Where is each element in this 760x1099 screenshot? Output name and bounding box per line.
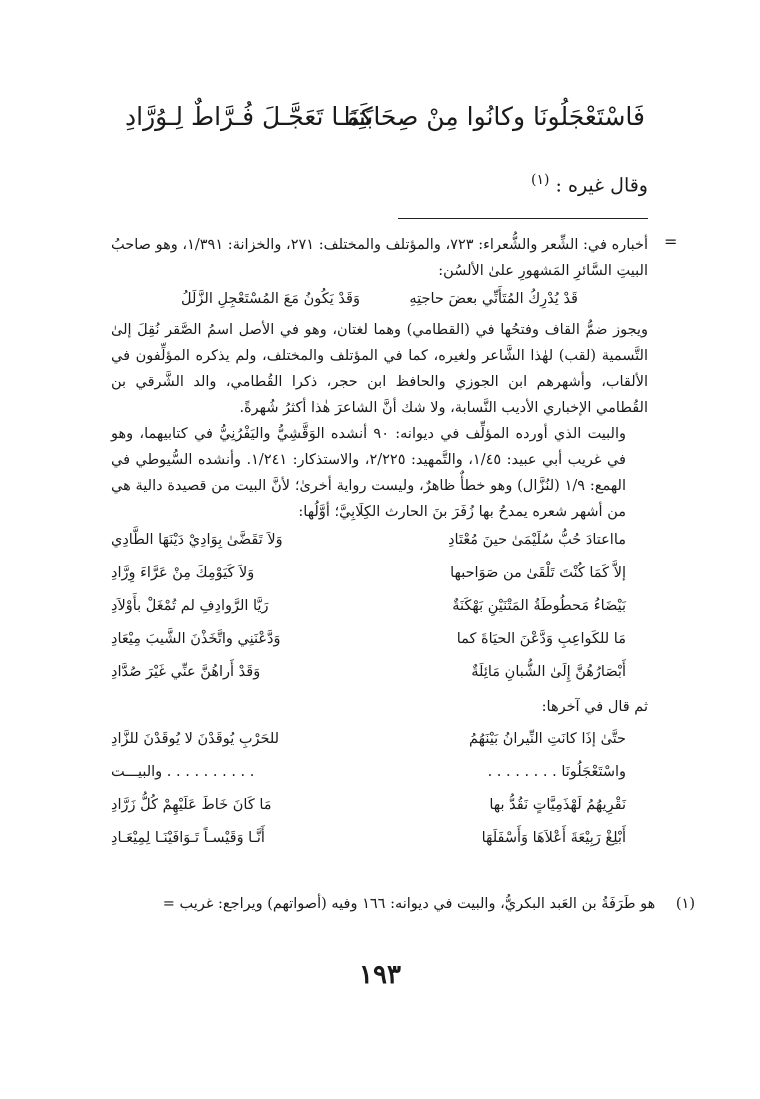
poem-line bbox=[111, 757, 648, 790]
page-number: ١٩٣ bbox=[359, 960, 401, 990]
poem-hemistich: مااعتادَ حُبُّ سُلَيْمَىٰ حينَ مُعْتَادِ bbox=[448, 532, 626, 548]
footnote-separator bbox=[398, 218, 648, 219]
poem-hemistich: للحَرْبِ يُوقَدْنَ لا يُوقَدْنَ للزَّادِ bbox=[111, 731, 280, 747]
notes-paragraph: ويجوز ضمُّ القاف وفتحُها في (القطامي) وهما لغتان، وهو في الأصل اسمُ الصَّقر نُقِلَ إلىٰ التَّسمية (لقب) لهٰذا الشَّاعر ولغيره، كما في المؤتلف والمختلف، ولم يذكره المؤلِّفون في الألقاب، وأشهرهم ابن الجوزي والحافظ ابن حجر، ذكرا القُطامي، والد الشَّرقي بن القُطامي الإخباري الأديب النَّسابة، ولا شك أنَّ الشاعرَ هٰذا أكثرُ شُهرةً. bbox=[111, 322, 648, 416]
poem-hemistich: حتَّىٰ إذَا كانَتِ النِّيرانُ بَيْنَهُمُ bbox=[469, 731, 626, 747]
notes-paragraph: والبيت الذي أورده المؤلِّف في ديوانه: ٩٠ أنشده الوَقَّشِيُّ واليَفْرُنِيُّ في كتابيهما، وهو في غريب أبي عبيد: ١/٤٥، والتَّمهيد: ٢/٢٢٥، والاستذكار: ١/٢٤١. وأنشده السُّيوطي في الهمع: ١/٩ (لنُزَّال) وهو خطأٌ ظاهرٌ، وليست رواية أخرىٰ؛ لأنَّ البيت من قصيدة دالية هي من أشهر شعره يمدحُ بها زُفَرَ بنَ الحارث الكِلَابِيَّ؛ أوَّلُها: bbox=[111, 426, 627, 520]
poem-line bbox=[111, 790, 648, 823]
poem-line bbox=[111, 657, 648, 690]
footnote-marker: (١) bbox=[531, 172, 550, 188]
continuation-mark: = bbox=[664, 232, 678, 251]
footnote-number: (١) bbox=[675, 896, 695, 912]
notes-block bbox=[111, 232, 648, 856]
poem-line bbox=[111, 558, 648, 591]
poem-hemistich: . . . . . . . . . . والبيـــت bbox=[111, 764, 255, 780]
poem-hemistich: واسْتَعْجَلُونَا . . . . . . . . bbox=[487, 764, 626, 780]
poem-line bbox=[111, 525, 648, 558]
poem-hemistich: وَلاَ تَقَضَّىٰ بِوَادِيْ دَيْنَهَا الطَّادِي bbox=[111, 532, 283, 548]
verse-hemistich-second: كَمَـا تَعَجَّـلَ فُـرَّاطٌ لِـوُرَّادِ bbox=[125, 102, 373, 131]
poem-opening bbox=[111, 525, 648, 690]
poem-line bbox=[111, 724, 648, 757]
poem-ending bbox=[111, 724, 648, 856]
footnote-text: هو طَرَفَةُ بن العَبد البكريُّ، والبيت في ديوانه: ١٦٦ وفيه (أصواتهم) ويراجع: غريب = bbox=[162, 896, 656, 912]
quoted-verse-second: وَقَدْ يَكُونُ مَعَ المُسْتَعْجِلِ الزَّلَلُ bbox=[181, 291, 360, 307]
poem-hemistich: وَلاَ كَيَوْمِكَ مِنْ عَرَّاءَ وِرَّادِ bbox=[111, 565, 255, 581]
main-verse bbox=[125, 102, 645, 152]
section-heading: ثم قال في آخرها: bbox=[541, 699, 648, 715]
said-line bbox=[531, 172, 648, 196]
poem-line bbox=[111, 823, 648, 856]
poem-hemistich: أَبْصَارُهُنَّ إِلَىٰ الشُّبانِ مَائِلَةٌ bbox=[471, 664, 626, 680]
poem-hemistich: أَنَّـا وَقَيْسـاً تَـوَافَيْنَـا لِمِيْعَـادِ bbox=[111, 830, 265, 846]
poem-line bbox=[111, 624, 648, 657]
poem-hemistich: نَقْرِيهُمُ لَهْذَمِيَّاتٍ نَقُدُّ بها bbox=[489, 797, 626, 813]
poem-hemistich: وَدَّعْنَنِي واتَّخَذْنَ الشَّيبَ مِيْعَادِ bbox=[111, 631, 281, 647]
quoted-verse-first: قَدْ يُدْرِكُ المُتَأَنِّي بعضَ حاجتِهِ bbox=[409, 291, 578, 307]
poem-hemistich: مَا للكَواعِبِ وَدَّعْنَ الحيَاةَ كما bbox=[456, 631, 626, 647]
poem-hemistich: بَيْضَاءُ مَحطُوطَةُ المَتْنَيْنِ بَهْكَنَةٌ bbox=[452, 598, 626, 614]
poem-hemistich: أَبْلِغْ رَبِيْعَةَ أَعْلاَهَا وَأَسْفَلَهَا bbox=[481, 830, 626, 846]
poem-hemistich: رَيَّا الرَّوادِفِ لم تُمْغَلْ بأَوْلاَدِ bbox=[111, 598, 269, 614]
poem-hemistich: إلاَّ كَمَا كُنْتَ تَلْقَىٰ من صَوَاحبها bbox=[450, 565, 626, 581]
verse-hemistich-first: فَاسْتَعْجَلُونَا وكانُوا مِنْ صِحَابَتِنَا bbox=[343, 102, 645, 131]
poem-hemistich: وَقَدْ أَراهُنَّ عنِّي غَيْرَ صُدَّادِ bbox=[111, 664, 261, 680]
poem-hemistich: مَا كَانَ خَاطَ عَلَيْهِمْ كُلُّ زَرَّادِ bbox=[111, 797, 272, 813]
footnote bbox=[95, 896, 695, 912]
poem-line bbox=[111, 591, 648, 624]
notes-paragraph: أخباره في: الشِّعر والشُّعراء: ٧٢٣، والمؤتلف والمختلف: ٢٧١، والخزانة: ١/٣٩١، وهو صاحبُ البيتِ السَّائرِ المَشهورِ علىٰ الألسُن: bbox=[111, 237, 648, 279]
said-line-text: وقال غيره : bbox=[555, 174, 648, 197]
quoted-verse bbox=[111, 284, 648, 317]
